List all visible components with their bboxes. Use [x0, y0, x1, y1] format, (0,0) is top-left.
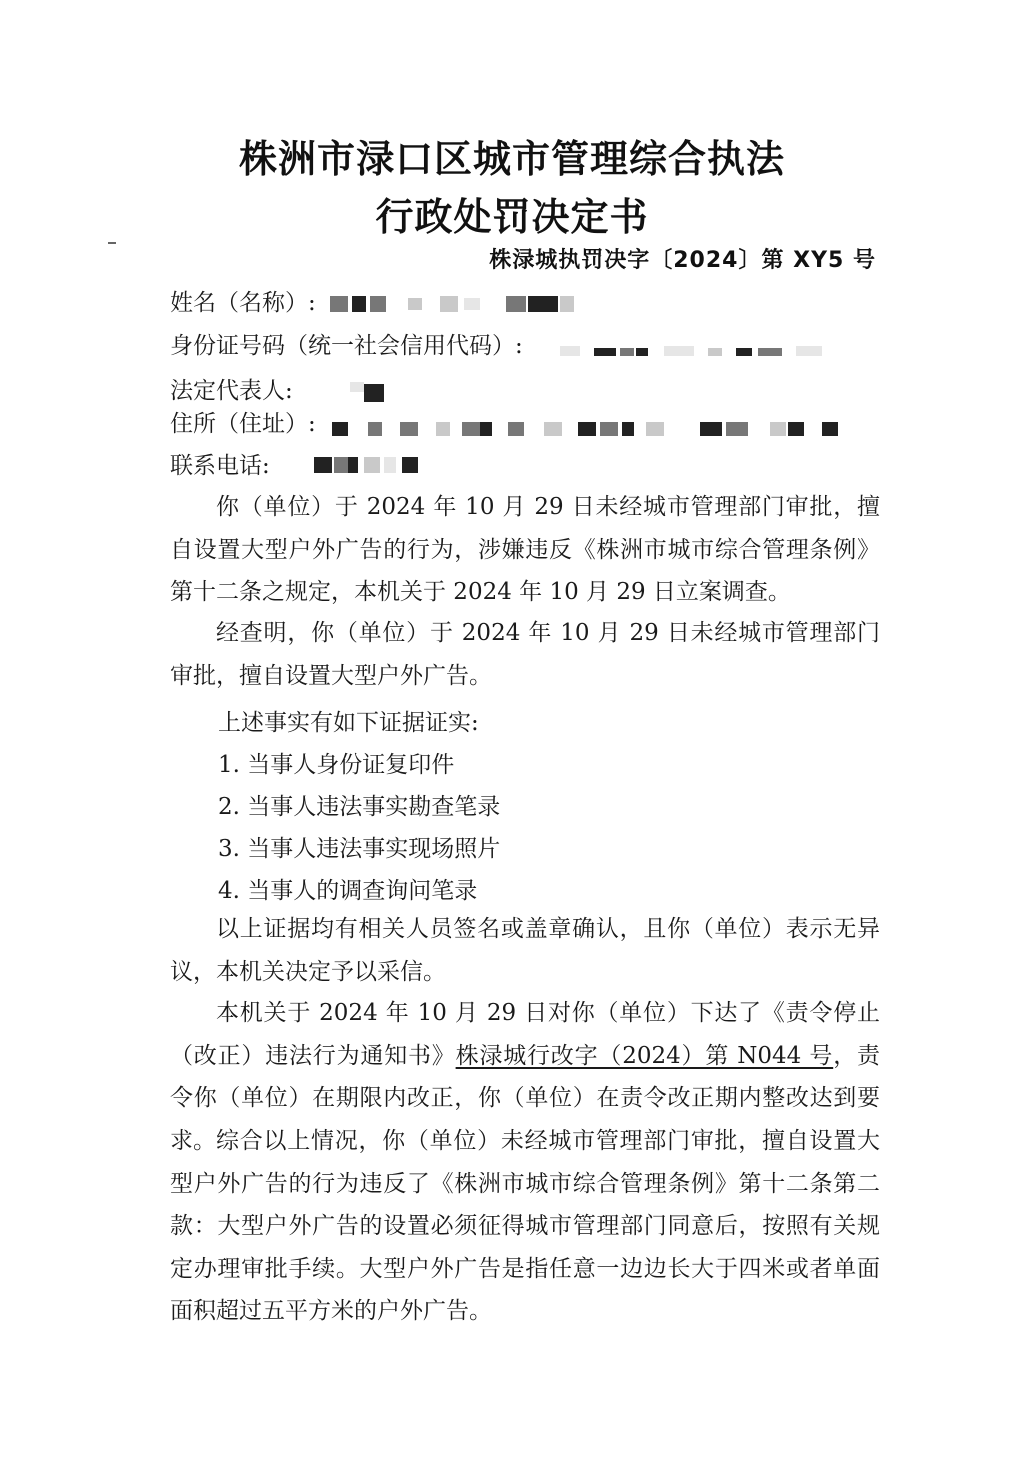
paragraph-case-filing: 你（单位）于 2024 年 10 月 29 日未经城市管理部门审批，擅自设置大型户外广告的行为，涉嫌违反《株洲市城市综合管理条例》第十二条之规定，本机关于 2024 年 10 月 29 日立案调查。 — [170, 494, 880, 605]
legal-rep-label: 法定代表人: — [170, 378, 293, 404]
paragraph-evidence-confirmation: 以上证据均有相关人员签名或盖章确认，且你（单位）表示无异议，本机关决定予以采信。 — [170, 916, 880, 985]
correction-order-text-a: 本机关于 2024 年 10 月 29 日对你（单位）下达了《责令停止（改正）违法行为通知书》 — [170, 1000, 880, 1069]
evidence-intro: 上述事实有如下证据证实: — [218, 710, 479, 736]
scan-mark — [108, 242, 116, 244]
id-number-redacted — [560, 344, 830, 360]
phone-label: 联系电话: — [170, 453, 270, 479]
correction-order-text-b: ，责令你（单位）在期限内改正，你（单位）在责令改正期内整改达到要求。 — [170, 1042, 881, 1154]
evidence-item: 4. 当事人的调查询问笔录 — [218, 878, 478, 904]
address-redacted — [330, 420, 850, 438]
name-redacted — [330, 294, 580, 314]
paragraph-findings: 经查明，你（单位）于 2024 年 10 月 29 日未经城市管理部门审批，擅自设置大型户外广告。 — [170, 620, 880, 689]
id-number-label: 身份证号码（统一社会信用代码）: — [170, 333, 523, 359]
phone-redacted — [314, 455, 424, 475]
correction-order-reference: 株渌城行改字（2024）第 N044 号 — [455, 1042, 834, 1069]
legal-rep-redacted — [350, 382, 390, 404]
document-number: 株渌城执罚决字〔2024〕第 XY5 号 — [489, 248, 876, 273]
evidence-item: 1. 当事人身份证复印件 — [218, 752, 455, 778]
paragraph-conclusion: 综合以上情况，你（单位）未经城市管理部门审批，擅自设置大型户外广告的行为违反了《株洲市城市综合管理条例》第十二条第二款：大型户外广告的设置必须征得城市管理部门同意后，按照有关规定办理审批手续。大型户外广告是指任意一边边长大于四米或者单面面积超过五平方米的户外广告。 — [170, 1128, 880, 1324]
address-label: 住所（住址）: — [170, 411, 316, 437]
document-title-line1: 株洲市渌口区城市管理综合执法 — [238, 137, 785, 181]
evidence-item: 3. 当事人违法事实现场照片 — [218, 836, 501, 862]
document-title-line2: 行政处罚决定书 — [375, 195, 649, 239]
name-label: 姓名（名称）: — [170, 290, 316, 316]
evidence-item: 2. 当事人违法事实勘查笔录 — [218, 794, 501, 820]
